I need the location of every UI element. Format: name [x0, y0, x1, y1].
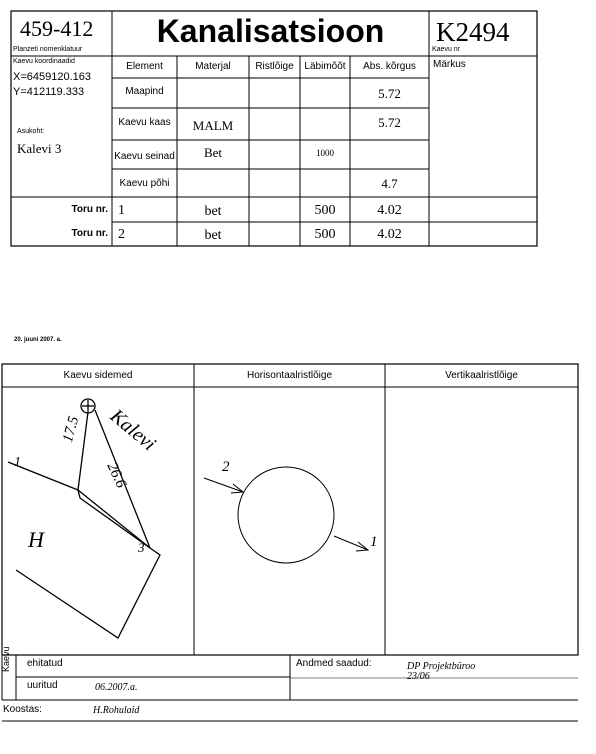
- hand-point-3: 3: [138, 540, 145, 555]
- compiled-by: H.Rohulaid: [93, 705, 140, 716]
- row-element: Maapind: [125, 86, 164, 97]
- row-material: Bet: [203, 145, 223, 160]
- hand-distance-1: 17.5: [60, 414, 83, 445]
- plan-number: 459-412: [20, 16, 94, 41]
- header-notes: Märkus: [433, 59, 466, 70]
- coords-label: Kaevu koordinaadid: [13, 58, 75, 65]
- surveyed-date: 06.2007.a.: [95, 682, 138, 693]
- built-label: ehitatud: [27, 658, 63, 669]
- header-abs-height: Abs. kõrgus: [363, 61, 416, 72]
- data-from-value: DP Projektbüroo: [407, 661, 476, 672]
- row-abs: 5.72: [378, 86, 401, 101]
- header-diameter: Läbimõõt: [304, 61, 346, 72]
- location-value: Kalevi 3: [17, 141, 62, 156]
- row-element: Kaevu seinad: [114, 151, 175, 162]
- sketch-title-vertical: Vertikaalristlõige: [445, 370, 518, 381]
- sketch-title-connections: Kaevu sidemed: [63, 370, 133, 381]
- pipe-abs: 4.02: [377, 227, 402, 242]
- pipe-diameter: 500: [314, 227, 336, 242]
- row-abs: 5.72: [378, 115, 401, 130]
- row-abs: 4.7: [381, 176, 398, 191]
- location-label: Asukoht:: [17, 128, 45, 135]
- pipe-abs: 4.02: [377, 203, 402, 218]
- row-element: Kaevu kaas: [118, 117, 171, 128]
- compiled-label: Koostas:: [3, 704, 42, 715]
- row-diameter: 1000: [316, 148, 334, 158]
- hand-pipe-2: 2: [222, 459, 230, 475]
- date-note: 20. juuni 2007. a.: [14, 337, 62, 343]
- sketch-title-horizontal: Horisontaalristlõige: [246, 370, 333, 381]
- hand-street-label: Kalevi: [105, 405, 161, 456]
- pipe-material: bet: [204, 228, 222, 243]
- pipe-material: bet: [204, 204, 222, 219]
- pipe-number: 1: [118, 203, 125, 218]
- data-from-date: 23/06: [407, 671, 430, 682]
- header-cross-section: Ristlõige: [255, 61, 294, 72]
- horizontal-section-sketch: [204, 467, 368, 563]
- pipe-diameter: 500: [314, 203, 336, 218]
- row-material: MALM: [192, 118, 234, 133]
- hand-pipe-1: 1: [370, 534, 378, 550]
- footer-side-label: Kaevu: [1, 646, 11, 672]
- coord-x: X=6459120.163: [13, 71, 91, 83]
- plan-number-label: Planzeti nomenklatuur: [13, 46, 83, 53]
- page-title: Kanalisatsioon: [156, 13, 385, 49]
- pipe-label: Toru nr.: [71, 228, 108, 239]
- data-from-label: Andmed saadud:: [296, 658, 372, 669]
- pipe-number: 2: [118, 227, 125, 242]
- surveyed-label: uuritud: [27, 680, 58, 691]
- header-material: Materjal: [195, 61, 231, 72]
- well-number: K2494: [436, 17, 510, 47]
- coord-y: Y=412119.333: [13, 86, 85, 98]
- row-element: Kaevu põhi: [119, 178, 170, 189]
- hand-point-1: 1: [14, 455, 21, 470]
- well-number-label: Kaevu nr: [432, 46, 461, 53]
- pipe-label: Toru nr.: [71, 204, 108, 215]
- header-element: Element: [126, 61, 163, 72]
- hand-h-label: H: [28, 527, 44, 552]
- hand-distance-2: 26.6: [103, 460, 130, 491]
